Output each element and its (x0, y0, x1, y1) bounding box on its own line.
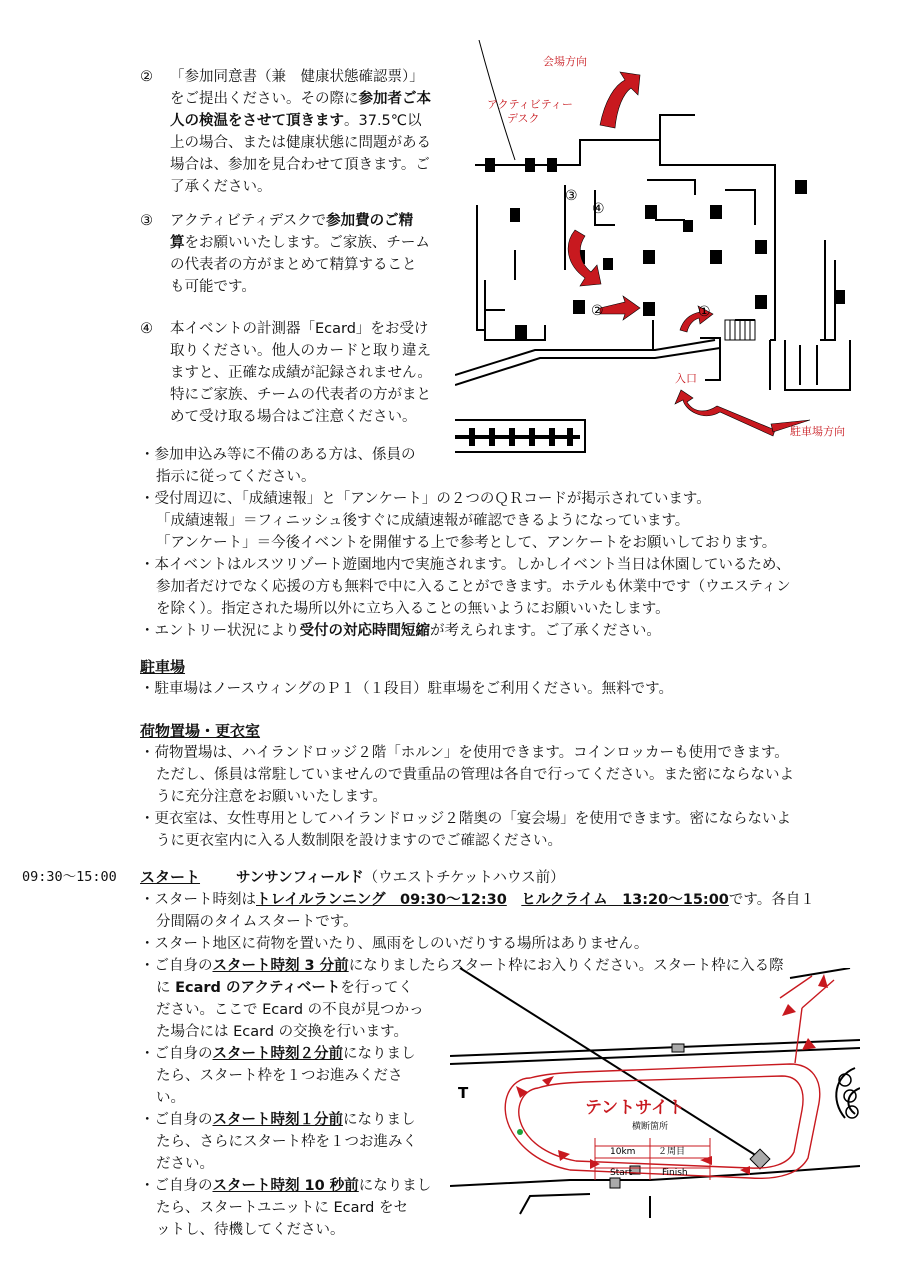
note-line: 「成績速報」＝フィニッシュ後すぐに成績速報が確認できるようになっています。 (156, 513, 690, 529)
start-line: ・ご自身のスタート時刻１分前になりまし (140, 1112, 416, 1128)
luggage-line: ・荷物置場は、ハイランドロッジ２階「ホルン」を使用できます。コインロッカーも使用できます。 (140, 745, 789, 761)
start-line: ・ご自身のスタート時刻 10 秒前になりまし (140, 1178, 432, 1194)
parking-section (140, 656, 673, 700)
note-line: ・エントリー状況により受付の対応時間短縮が考えられます。ご了承ください。 (140, 623, 661, 639)
floor-map-drawing (455, 40, 855, 460)
step-3-line: の代表者の方がまとめて精算すること (170, 257, 417, 273)
step-4-line: 本イベントの計測器「Ecard」をお受け (170, 321, 429, 337)
step-2-line: 場合は、参加を見合わせて頂きます。ご (170, 157, 430, 173)
start-place-note: （ウエストチケットハウス前） (363, 870, 565, 886)
start-map-label-start: Start (610, 1168, 632, 1178)
step-3-line: アクティビティデスクで参加費のご精 (170, 213, 414, 229)
floor-map-marker-2: ② (591, 303, 604, 319)
start-place: サンサンフィールド (236, 870, 364, 886)
step-4-line: ますと、正確な成績が記録されません。 (170, 365, 432, 381)
step-4-line: めて受け取る場合はご注意ください。 (170, 409, 417, 425)
luggage-line: うに更衣室内に入る人数制限を設けますのでご確認ください。 (156, 833, 562, 849)
step-2-line: 了承ください。 (170, 179, 272, 195)
floor-map-label-desk: デスク (507, 112, 540, 125)
note-line: ・本イベントはルスツリゾート遊園地内で実施されます。しかしイベント当日は休園しているため、 (140, 557, 791, 573)
start-line: ・スタート地区に荷物を置いたり、風雨をしのいだりする場所はありません。 (140, 936, 649, 952)
start-map-label-finish: Finish (662, 1168, 688, 1178)
luggage-section (140, 720, 794, 852)
start-line: たら、さらにスタート枠を１つお進みく (156, 1134, 417, 1150)
start-line: に Ecard のアクティベートを行ってく (156, 980, 413, 996)
floor-map-label-entrance: 入口 (675, 372, 697, 385)
step-4-line: 特にご家族、チームの代表者の方がまと (170, 387, 431, 403)
start-heading-line (140, 866, 815, 889)
step-4-line: 取りください。他人のカードと取り違え (170, 343, 431, 359)
floor-map-markers (565, 188, 711, 320)
floor-map-label-activity: アクティビティー (487, 98, 573, 111)
start-line: たら、スタート枠を１つお進みくださ (156, 1068, 403, 1084)
note-line: ・参加申込み等に不備のある方は、係員の (140, 447, 416, 463)
start-map-label-tent: テントサイト (585, 1098, 685, 1118)
step-2-line: 「参加同意書（兼 健康状態確認票）」 (170, 69, 424, 85)
step-3-line: 算をお願いいたします。ご家族、チーム (170, 235, 430, 251)
floor-map-label-kaijo: 会場方向 (543, 55, 587, 68)
start-line: たら、スタートユニットに Ecard をセ (156, 1200, 408, 1216)
luggage-line: ただし、係員は常駐していませんので貴重品の管理は各自で行ってください。また密にならないよ (156, 767, 794, 783)
start-map-label-crossing: 横断箇所 (632, 1122, 669, 1132)
step-2-line: 上の場合、または健康状態に問題がある (170, 135, 431, 151)
floor-map-marker-4: ④ (592, 201, 605, 217)
start-line: ・ご自身のスタート時刻２分前になりまし (140, 1046, 416, 1062)
parking-heading: 駐車場 (140, 658, 186, 676)
note-line: 「アンケート」＝今後イベントを開催する上で参考として、アンケートをお願いしております。 (156, 535, 777, 551)
start-area-map (450, 968, 860, 1218)
floor-map-marker-1: ① (698, 304, 711, 320)
start-line: ・スタート時刻はトレイルランニング 09:30～12:30 ヒルクライム 13:20～15:00です。各自１ (140, 892, 815, 908)
parking-line: ・駐車場はノースウィングのＰ１（１段目）駐車場をご利用ください。無料です。 (140, 681, 674, 697)
floor-map-marker-3: ③ (565, 188, 578, 204)
luggage-line: うに充分注意をお願いいたします。 (156, 789, 387, 805)
start-map-label-lap2: ２周目 (658, 1147, 686, 1157)
luggage-heading: 荷物置場・更衣室 (140, 722, 261, 740)
step-3-number: ③ (140, 213, 153, 229)
floor-map (455, 40, 855, 460)
start-line: 分間隔のタイムスタートです。 (156, 914, 358, 930)
start-map-green-marker (517, 1129, 523, 1135)
start-line: ットし、待機してください。 (156, 1222, 345, 1238)
luggage-line: ・更衣室は、女性専用としてハイランドロッジ２階奥の「宴会場」を使用できます。密にならないよ (140, 811, 792, 827)
start-line: ださい。ここで Ecard の不良が見つかっ (156, 1002, 424, 1018)
step-2-line: 人の検温をさせて頂きます。37.5℃以 (170, 113, 422, 129)
step-2-number: ② (140, 69, 153, 85)
start-map-label-10km: 10km (610, 1147, 636, 1157)
note-line: 指示に従ってください。 (156, 469, 316, 485)
step-2-line: をご提出ください。その際に参加者ご本 (170, 91, 431, 107)
start-map-label-t: T (458, 1084, 469, 1102)
start-line: た場合には Ecard の交換を行います。 (156, 1024, 408, 1040)
start-area-map-drawing (450, 968, 860, 1218)
start-line: ださい。 (156, 1156, 214, 1172)
notes (140, 444, 791, 642)
note-line: 参加者だけでなく応援の方も無料で中に入ることができます。ホテルも休業中です（ウエスティン (156, 579, 791, 595)
floor-map-label-parking: 駐車場方向 (790, 425, 845, 438)
start-time: 09:30～15:00 (22, 869, 117, 885)
start-line: ・ご自身のスタート時刻 3 分前になりましたらスタート枠にお入りください。スタート枠に入る際 (140, 958, 784, 974)
step-4-number: ④ (140, 321, 153, 337)
note-line: を除く）。指定された場所以外に立ち入ることの無いようにお願いいたします。 (156, 601, 670, 617)
start-line: い。 (156, 1090, 185, 1106)
start-heading: スタート (140, 868, 201, 886)
note-line: ・受付周辺に、「成績速報」と「アンケート」の２つのＱＲコードが掲示されています。 (140, 491, 711, 507)
step-3-line: も可能です。 (170, 279, 256, 295)
